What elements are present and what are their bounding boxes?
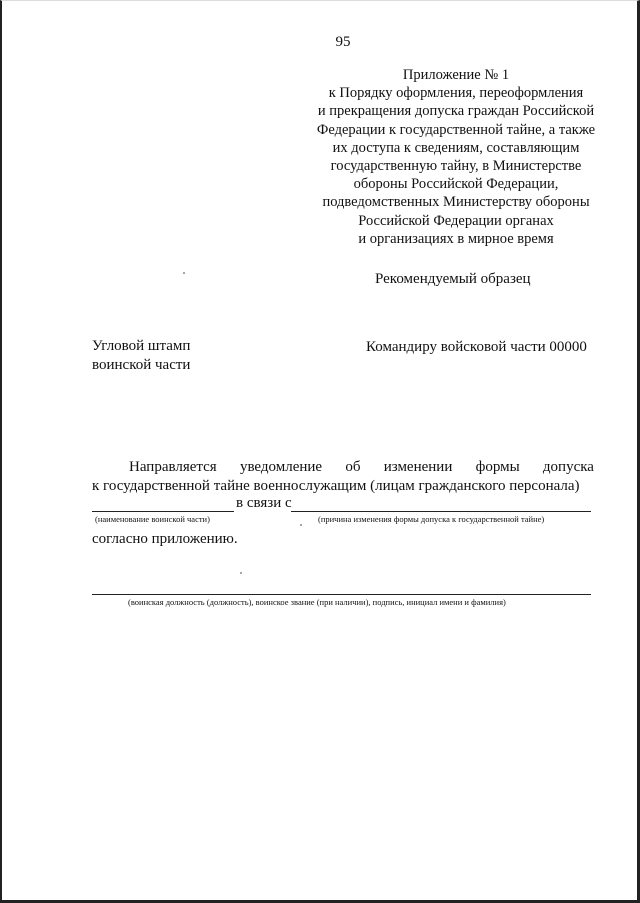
body-word: об — [345, 459, 361, 475]
reason-hint: (причина изменения формы допуска к государственной тайне) — [318, 514, 545, 524]
body-text-line — [92, 459, 594, 476]
body-word: допуска — [542, 459, 594, 475]
appendix-line: и организациях в мирное время — [358, 230, 554, 247]
body-word: изменении — [383, 459, 453, 475]
body-text-line: к государственной тайне военнослужащим (лицам гражданского персонала) — [92, 478, 580, 494]
appendix-line: обороны Российской Федерации, — [353, 176, 559, 193]
body-word: формы — [475, 459, 520, 475]
addressee: Командиру войсковой части 00000 — [366, 339, 587, 355]
in-connection-text: в связи с — [236, 495, 292, 511]
appendix-line: государственную тайну, в Министерстве — [330, 158, 582, 175]
page-number: 95 — [335, 34, 351, 50]
stamp-line: воинской части — [92, 357, 191, 373]
corner-stamp-label — [92, 337, 190, 375]
scan-speck — [240, 572, 242, 574]
signature-blank[interactable] — [92, 594, 591, 595]
appendix-line: Приложение № 1 — [402, 67, 510, 83]
appendix-line: к Порядку оформления, переоформления — [328, 85, 584, 102]
stamp-line: Угловой штамп — [92, 338, 191, 354]
body-word: уведомление — [239, 459, 323, 475]
unit-name-hint: (наименование воинской части) — [95, 514, 210, 524]
appendix-line: подведомственных Министерству обороны — [322, 194, 590, 211]
reason-blank[interactable] — [291, 511, 591, 512]
sample-label: Рекомендуемый образец — [375, 271, 531, 287]
according-text: согласно приложению. — [92, 531, 238, 547]
body-word: Направляется — [129, 459, 217, 475]
scan-speck — [300, 524, 302, 526]
unit-name-blank[interactable] — [92, 511, 234, 512]
appendix-line: их доступа к сведениям, составляющим — [332, 139, 580, 156]
appendix-line: Российской Федерации органах — [358, 212, 554, 229]
appendix-header — [300, 66, 612, 248]
scan-speck — [183, 272, 185, 274]
appendix-line: Федерации к государственной тайне, а также — [316, 121, 596, 138]
appendix-line: и прекращения допуска граждан Российской — [317, 103, 595, 120]
signature-hint: (воинская должность (должность), воинское звание (при наличии), подпись, инициал имени и фамилия) — [128, 597, 506, 607]
